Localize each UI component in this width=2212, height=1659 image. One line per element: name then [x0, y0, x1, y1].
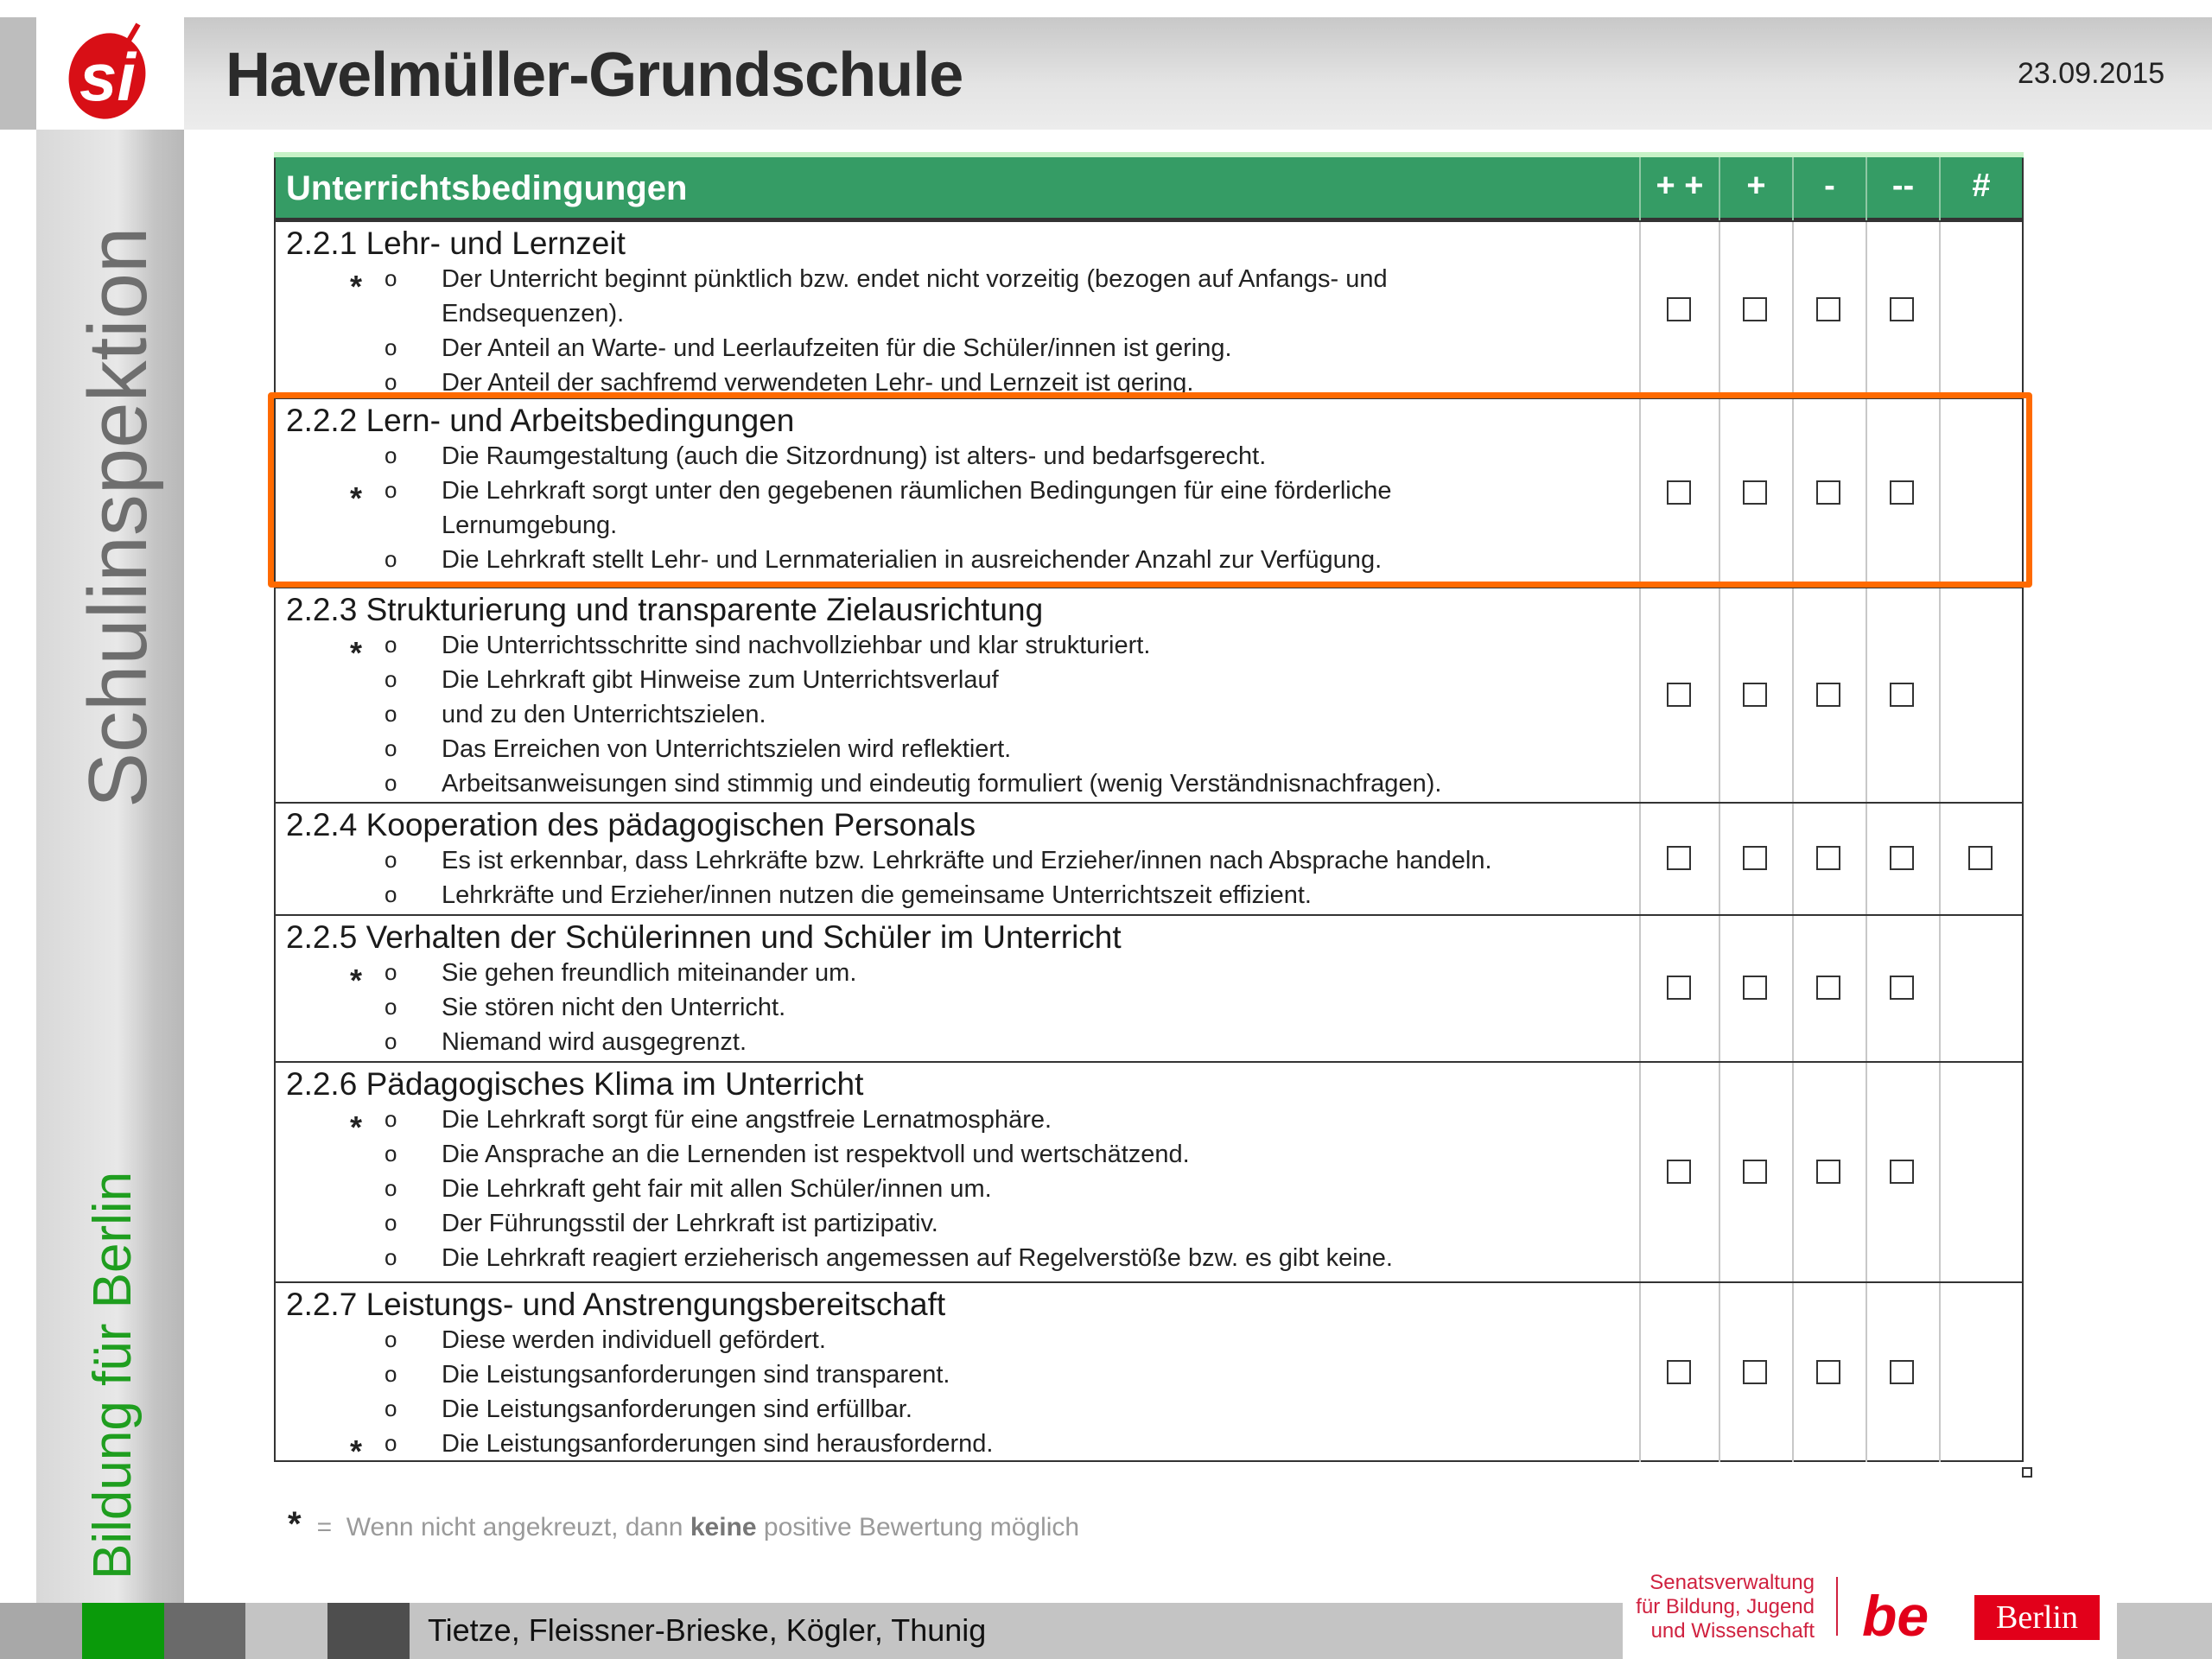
col-header: + + [1639, 157, 1719, 220]
rating-checkbox-3[interactable] [1890, 297, 1914, 321]
section-row [274, 587, 2024, 802]
bullet-icon: o [385, 701, 397, 727]
criterion-text: Der Anteil der sachfremd verwendeten Lehr- und Lernzeit ist gering. [442, 369, 1194, 397]
bullet-icon: o [385, 1106, 397, 1132]
bullet-icon: o [385, 1326, 397, 1352]
required-star-icon: * [350, 1109, 363, 1145]
section-heading: 2.2.6 Pädagogisches Klima im Unterricht [286, 1066, 864, 1102]
bullet-icon: o [385, 546, 397, 572]
rating-checkbox-0[interactable] [1667, 976, 1691, 1000]
required-star-icon: * [350, 1433, 363, 1462]
svg-text:si: si [79, 39, 137, 115]
rating-checkbox-1[interactable] [1743, 297, 1767, 321]
bullet-icon: o [385, 334, 397, 360]
rating-checkbox-1[interactable] [1743, 846, 1767, 870]
authors: Tietze, Fleissner-Brieske, Kögler, Thunig [428, 1612, 987, 1648]
section-heading: 2.2.7 Leistungs- und Anstrengungsbereitschaft [286, 1287, 946, 1322]
sidebar-title: Schulinspektion [72, 226, 164, 808]
col-header: -- [1866, 157, 1939, 220]
required-star-icon: * [350, 269, 363, 304]
criterion-text: Die Raumgestaltung (auch die Sitzordnung) ist alters- und bedarfsgerecht. [442, 442, 1267, 470]
bullet-icon: o [385, 735, 397, 761]
rating-checkbox-4[interactable] [1968, 846, 1993, 870]
rating-checkbox-1[interactable] [1743, 976, 1767, 1000]
col-header: - [1792, 157, 1866, 220]
rating-checkbox-2[interactable] [1816, 1160, 1840, 1184]
criterion-text: Niemand wird ausgegrenzt. [442, 1028, 747, 1056]
senat-logo-text: Senatsverwaltung für Bildung, Jugend und Wissenschaft [1636, 1571, 1815, 1643]
criterion-text: Die Leistungsanforderungen sind erfüllbar. [442, 1395, 912, 1423]
bullet-icon: o [385, 477, 397, 503]
bullet-icon: o [385, 1210, 397, 1236]
section-row [274, 914, 2024, 1061]
highlight-box [268, 392, 2032, 588]
bullet-icon: o [385, 770, 397, 796]
section-heading: 2.2.2 Lern- und Arbeitsbedingungen [286, 403, 795, 438]
footer-segment [245, 1603, 327, 1659]
bullet-icon: o [385, 959, 397, 985]
footer-segment [327, 1603, 410, 1659]
criterion-text: Die Ansprache an die Lernenden ist respektvoll und wertschätzend. [442, 1141, 1190, 1168]
footer-segment [0, 1603, 82, 1659]
rating-checkbox-2[interactable] [1816, 1360, 1840, 1384]
criterion-text: Diese werden individuell gefördert. [442, 1326, 826, 1354]
rating-checkbox-3[interactable] [1890, 683, 1914, 707]
criterion-text: Die Lehrkraft reagiert erzieherisch angemessen auf Regelverstöße bzw. es gibt keine. [442, 1244, 1393, 1272]
date: 23.09.2015 [2018, 57, 2165, 90]
required-star-icon: * [350, 963, 363, 998]
bullet-icon: o [385, 1361, 397, 1387]
bullet-icon: o [385, 666, 397, 692]
criterion-text: Die Lehrkraft stellt Lehr- und Lernmaterialien in ausreichender Anzahl zur Verfügung. [442, 546, 1382, 574]
criterion-text: Die Lehrkraft gibt Hinweise zum Unterrichtsverlauf [442, 666, 999, 694]
rating-checkbox-2[interactable] [1816, 297, 1840, 321]
rating-checkbox-3[interactable] [1890, 976, 1914, 1000]
rating-checkbox-1[interactable] [1743, 1360, 1767, 1384]
criterion-text: Die Lehrkraft sorgt für eine angstfreie Lernatmosphäre. [442, 1106, 1052, 1134]
rating-checkbox-1[interactable] [1743, 1160, 1767, 1184]
required-star-icon: * [350, 635, 363, 671]
criterion-text: Endsequenzen). [442, 300, 625, 327]
section-row [274, 220, 2024, 397]
criterion-text: Der Unterricht beginnt pünktlich bzw. endet nicht vorzeitig (bezogen auf Anfangs- und [442, 265, 1388, 293]
be-berlin-logo: be [1862, 1584, 1929, 1648]
criterion-text: Die Leistungsanforderungen sind transparent. [442, 1361, 950, 1389]
bullet-icon: o [385, 1175, 397, 1201]
bullet-icon: o [385, 1395, 397, 1421]
footnote: * = Wenn nicht angekreuzt, dann keine positive Bewertung möglich [288, 1505, 1080, 1543]
rating-checkbox-0[interactable] [1667, 683, 1691, 707]
rating-checkbox-0[interactable] [1667, 1160, 1691, 1184]
section-row [274, 802, 2024, 914]
rating-checkbox-0[interactable] [1667, 846, 1691, 870]
rating-checkbox-3[interactable] [1890, 846, 1914, 870]
criterion-text: Sie gehen freundlich miteinander um. [442, 959, 857, 987]
bullet-icon: o [385, 1028, 397, 1054]
criterion-text: Die Lehrkraft geht fair mit allen Schüler/innen um. [442, 1175, 992, 1203]
col-header: + [1719, 157, 1792, 220]
rating-checkbox-2[interactable] [1816, 683, 1840, 707]
berlin-logo-badge: Berlin [1974, 1595, 2100, 1640]
rating-checkbox-3[interactable] [1890, 1360, 1914, 1384]
section-heading: 2.2.5 Verhalten der Schülerinnen und Schüler im Unterricht [286, 919, 1122, 955]
criterion-text: Lehrkräfte und Erzieher/innen nutzen die gemeinsame Unterrichtszeit effizient. [442, 881, 1312, 909]
resize-handle[interactable] [2022, 1467, 2032, 1478]
criterion-text: Der Führungsstil der Lehrkraft ist partizipativ. [442, 1210, 938, 1237]
bullet-icon: o [385, 1141, 397, 1166]
section-heading: 2.2.3 Strukturierung und transparente Zielausrichtung [286, 592, 1044, 627]
bullet-icon: o [385, 1244, 397, 1270]
si-logo [36, 17, 184, 130]
footer-segment [164, 1603, 245, 1659]
required-star-icon: * [350, 480, 363, 516]
criterion-text: Es ist erkennbar, dass Lehrkräfte bzw. Lehrkräfte und Erzieher/innen nach Absprache handeln. [442, 847, 1492, 874]
bullet-icon: o [385, 1430, 397, 1456]
criterion-text: Das Erreichen von Unterrichtszielen wird reflektiert. [442, 735, 1012, 763]
criterion-text: Lernumgebung. [442, 512, 618, 539]
logo-divider [1836, 1577, 1838, 1636]
bullet-icon: o [385, 632, 397, 658]
rating-checkbox-2[interactable] [1816, 846, 1840, 870]
rating-checkbox-0[interactable] [1667, 1360, 1691, 1384]
criterion-text: Der Anteil an Warte- und Leerlaufzeiten für die Schüler/innen ist gering. [442, 334, 1232, 362]
footer-segment [2117, 1603, 2212, 1659]
header-left-strip [0, 17, 36, 130]
sidebar-tagline: Bildung für Berlin [83, 1171, 143, 1580]
bullet-icon: o [385, 881, 397, 907]
criterion-text: Die Leistungsanforderungen sind herausfordernd. [442, 1430, 994, 1458]
section-heading: 2.2.1 Lehr- und Lernzeit [286, 226, 626, 261]
criterion-text: Arbeitsanweisungen sind stimmig und eindeutig formuliert (wenig Verständnisnachfragen). [442, 770, 1442, 798]
page-title: Havelmüller-Grundschule [226, 41, 963, 110]
section-row [274, 1281, 2024, 1462]
rating-checkbox-1[interactable] [1743, 683, 1767, 707]
section-row [274, 1061, 2024, 1281]
bullet-icon: o [385, 369, 397, 395]
bullet-icon: o [385, 265, 397, 291]
rating-checkbox-0[interactable] [1667, 297, 1691, 321]
criterion-text: Die Unterrichtsschritte sind nachvollziehbar und klar strukturiert. [442, 632, 1151, 659]
rating-checkbox-2[interactable] [1816, 976, 1840, 1000]
table-title: Unterrichtsbedingungen [286, 169, 688, 207]
bullet-icon: o [385, 847, 397, 873]
bullet-icon: o [385, 994, 397, 1020]
criterion-text: Die Lehrkraft sorgt unter den gegebenen räumlichen Bedingungen für eine förderliche [442, 477, 1392, 505]
col-header: # [1939, 157, 2022, 220]
criterion-text: Sie stören nicht den Unterricht. [442, 994, 786, 1021]
criterion-text: und zu den Unterrichtszielen. [442, 701, 766, 728]
bullet-icon: o [385, 442, 397, 468]
footer-segment [82, 1603, 164, 1659]
rating-checkbox-3[interactable] [1890, 1160, 1914, 1184]
section-heading: 2.2.4 Kooperation des pädagogischen Personals [286, 807, 976, 842]
